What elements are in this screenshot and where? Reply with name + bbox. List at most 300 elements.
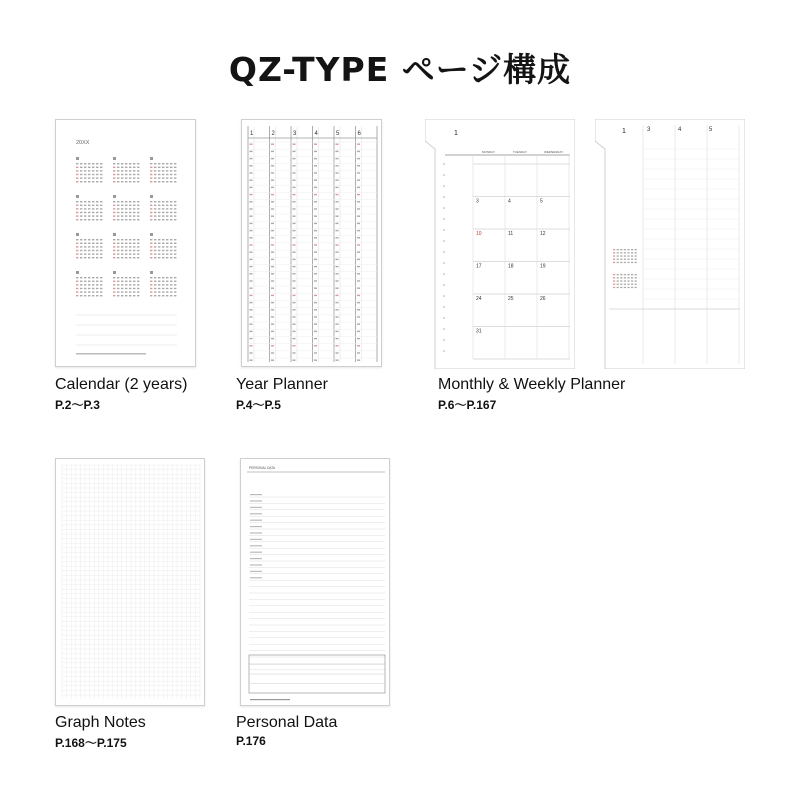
personal-field-label (250, 577, 262, 578)
calendar-day (88, 243, 90, 244)
calendar-day (113, 201, 115, 202)
year-day-mark (357, 165, 360, 166)
calendar-day (129, 250, 131, 251)
calendar-day (154, 253, 156, 254)
calendar-day (125, 177, 127, 178)
calendar-day (129, 277, 131, 278)
calendar-day (96, 215, 98, 216)
calendar-day (96, 170, 98, 171)
calendar-day (88, 163, 90, 164)
year-day-mark (357, 208, 360, 209)
year-day-mark (357, 252, 360, 253)
calendar-day (125, 277, 127, 278)
year-day-mark (250, 180, 253, 181)
calendar-day (121, 291, 123, 292)
year-day-mark (271, 237, 274, 238)
year-day-mark (271, 302, 274, 303)
calendar-day (76, 257, 78, 258)
year-day-mark (293, 172, 296, 173)
year-day-mark (250, 158, 253, 159)
calendar-day (166, 257, 168, 258)
year-day-mark (293, 208, 296, 209)
calendar-day (92, 288, 94, 289)
calendar-day (100, 281, 102, 282)
calendar-day (170, 246, 172, 247)
calendar-day (150, 253, 152, 254)
year-day-mark (336, 237, 339, 238)
year-day-mark (314, 273, 317, 274)
calendar-day (96, 281, 98, 282)
calendar-day (170, 181, 172, 182)
calendar-day (113, 291, 115, 292)
calendar-day (121, 177, 123, 178)
calendar-day (125, 284, 127, 285)
monthly-side-dot (443, 229, 445, 231)
calendar-day (92, 219, 94, 220)
calendar-day (125, 219, 127, 220)
year-day-mark (293, 360, 296, 361)
calendar-day (133, 215, 135, 216)
year-day-mark (293, 331, 296, 332)
calendar-day (76, 246, 78, 247)
calendar-day (166, 170, 168, 171)
calendar-day (170, 291, 172, 292)
calendar-day (154, 281, 156, 282)
calendar-day (88, 205, 90, 206)
weekly-day-number: 4 (678, 127, 682, 133)
weekly-mini-day (617, 249, 619, 250)
calendar-day (150, 277, 152, 278)
year-day-mark (293, 216, 296, 217)
calendar-day (133, 167, 135, 168)
calendar-day (162, 170, 164, 171)
calendar-day (129, 253, 131, 254)
year-day-mark (314, 144, 317, 145)
calendar-day (150, 174, 152, 175)
calendar-day (137, 163, 139, 164)
calendar-day (100, 215, 102, 216)
calendar-day (113, 284, 115, 285)
year-day-mark (314, 244, 317, 245)
calendar-day (154, 250, 156, 251)
year-day-mark (336, 288, 339, 289)
personal-field-label (250, 539, 262, 540)
calendar-day (129, 281, 131, 282)
year-day-mark (250, 259, 253, 260)
calendar-day (133, 295, 135, 296)
calendar-day (117, 212, 119, 213)
year-day-mark (250, 230, 253, 231)
calendar-day (137, 243, 139, 244)
calendar-day (150, 284, 152, 285)
calendar-day (121, 281, 123, 282)
calendar-day (137, 277, 139, 278)
calendar-day (162, 177, 164, 178)
calendar-day (170, 201, 172, 202)
calendar-day (158, 181, 160, 182)
calendar-day (137, 174, 139, 175)
calendar-day (150, 257, 152, 258)
calendar-day (170, 174, 172, 175)
year-day-mark (293, 345, 296, 346)
calendar-day (80, 215, 82, 216)
year-day-mark (271, 223, 274, 224)
calendar-day (158, 295, 160, 296)
calendar-day (80, 181, 82, 182)
calendar-day (84, 246, 86, 247)
monthly-side-dot (443, 306, 445, 308)
calendar-day (84, 163, 86, 164)
year-day-mark (293, 273, 296, 274)
calendar-day (121, 246, 123, 247)
calendar-day (154, 291, 156, 292)
calendar-day (137, 281, 139, 282)
calendar-day (137, 208, 139, 209)
calendar-day (76, 291, 78, 292)
calendar-day (96, 288, 98, 289)
calendar-day (174, 291, 176, 292)
calendar-day (113, 205, 115, 206)
year-day-mark (336, 151, 339, 152)
calendar-day (162, 288, 164, 289)
year-day-mark (293, 280, 296, 281)
calendar-month-mark (113, 157, 116, 160)
calendar-day (166, 208, 168, 209)
calendar-day (174, 253, 176, 254)
year-day-mark (293, 158, 296, 159)
calendar-day (170, 177, 172, 178)
calendar-day (84, 215, 86, 216)
calendar-day (170, 243, 172, 244)
calendar-day (113, 239, 115, 240)
weekly-mini-day (617, 277, 619, 278)
calendar-day (174, 208, 176, 209)
calendar-day (92, 205, 94, 206)
monthly-date: 12 (540, 231, 546, 237)
calendar-day (133, 219, 135, 220)
calendar-day (84, 219, 86, 220)
calendar-day (125, 201, 127, 202)
year-day-mark (293, 144, 296, 145)
year-day-mark (293, 266, 296, 267)
calendar-day (100, 288, 102, 289)
monthly-side-dot (443, 273, 445, 275)
graph-notes-thumbnail (55, 458, 205, 706)
calendar-day (117, 181, 119, 182)
weekly-mini-day (627, 287, 629, 288)
calendar-label (55, 376, 188, 413)
calendar-day (92, 291, 94, 292)
year-day-mark (271, 165, 274, 166)
year-month-number: 2 (271, 131, 275, 137)
calendar-day (154, 208, 156, 209)
year-day-mark (357, 201, 360, 202)
weekly-mini-day (635, 287, 637, 288)
calendar-month-mark (150, 271, 153, 274)
calendar-day (100, 201, 102, 202)
weekly-mini-day (624, 274, 626, 275)
calendar-day (96, 250, 98, 251)
calendar-day (121, 201, 123, 202)
weekly-mini-day (635, 252, 637, 253)
calendar-day (113, 281, 115, 282)
calendar-day (170, 295, 172, 296)
personal-footer-mark (250, 699, 290, 700)
calendar-day (113, 219, 115, 220)
calendar-day (88, 177, 90, 178)
calendar-day (158, 250, 160, 251)
year-day-mark (314, 302, 317, 303)
year-day-mark (314, 345, 317, 346)
weekly-mini-day (635, 280, 637, 281)
calendar-day (166, 277, 168, 278)
calendar-day (80, 208, 82, 209)
calendar-day (96, 181, 98, 182)
year-day-mark (357, 223, 360, 224)
calendar-day (170, 253, 172, 254)
year-day-mark (314, 360, 317, 361)
year-day-mark (250, 237, 253, 238)
year-day-mark (357, 309, 360, 310)
year-day-mark (314, 172, 317, 173)
weekly-mini-day (620, 284, 622, 285)
calendar-day (162, 239, 164, 240)
year-day-mark (271, 158, 274, 159)
calendar-day (96, 253, 98, 254)
personal-field-label (250, 532, 262, 533)
year-day-mark (293, 180, 296, 181)
year-day-mark (271, 208, 274, 209)
calendar-day (125, 167, 127, 168)
year-day-mark (271, 201, 274, 202)
year-day-mark (314, 331, 317, 332)
calendar-day (117, 239, 119, 240)
calendar-day (150, 219, 152, 220)
year-day-mark (357, 151, 360, 152)
calendar-day (162, 208, 164, 209)
calendar-day (76, 163, 78, 164)
weekly-mini-day (613, 252, 615, 253)
calendar-day (117, 215, 119, 216)
calendar-day (166, 181, 168, 182)
calendar-day (158, 243, 160, 244)
year-day-mark (250, 345, 253, 346)
calendar-day (125, 281, 127, 282)
calendar-day (117, 288, 119, 289)
year-day-mark (314, 201, 317, 202)
year-day-mark (250, 273, 253, 274)
calendar-day (162, 250, 164, 251)
calendar-day (113, 257, 115, 258)
year-day-mark (250, 309, 253, 310)
calendar-day (92, 215, 94, 216)
calendar-day (88, 208, 90, 209)
calendar-day (137, 284, 139, 285)
year-day-mark (250, 223, 253, 224)
personal-field-label (250, 500, 262, 501)
weekly-mini-day (613, 277, 615, 278)
calendar-day (174, 174, 176, 175)
year-day-mark (271, 252, 274, 253)
calendar-day (174, 239, 176, 240)
monthly-weekly-name: Monthly & Weekly Planner (438, 376, 626, 393)
calendar-day (129, 257, 131, 258)
calendar-day (170, 208, 172, 209)
calendar-day (154, 212, 156, 213)
calendar-day (80, 291, 82, 292)
year-day-mark (250, 352, 253, 353)
calendar-day (174, 163, 176, 164)
calendar-day (154, 177, 156, 178)
weekly-mini-day (627, 277, 629, 278)
year-day-mark (357, 266, 360, 267)
weekly-mini-day (631, 280, 633, 281)
weekly-mini-day (631, 277, 633, 278)
weekly-mini-day (627, 284, 629, 285)
weekly-mini-day (613, 255, 615, 256)
calendar-day (137, 201, 139, 202)
year-day-mark (271, 273, 274, 274)
calendar-day (174, 295, 176, 296)
calendar-month-mark (76, 233, 79, 236)
calendar-day (166, 243, 168, 244)
calendar-day (117, 291, 119, 292)
calendar-day (129, 284, 131, 285)
calendar-day (133, 284, 135, 285)
personal-field-label (250, 558, 262, 559)
calendar-month-mark (113, 195, 116, 198)
monthly-side-dot (443, 218, 445, 220)
monthly-side-dot (443, 328, 445, 330)
calendar-day (162, 201, 164, 202)
weekly-page-outline (595, 119, 745, 369)
calendar-day (117, 174, 119, 175)
year-day-mark (357, 259, 360, 260)
calendar-day (117, 167, 119, 168)
weekly-mini-day (635, 274, 637, 275)
year-day-mark (357, 230, 360, 231)
year-day-mark (357, 172, 360, 173)
year-day-mark (357, 194, 360, 195)
year-day-mark (250, 194, 253, 195)
year-day-mark (357, 324, 360, 325)
monthly-weekday: TUESDAY (513, 150, 527, 154)
weekly-mini-day (635, 284, 637, 285)
calendar-day (88, 295, 90, 296)
year-month-number: 6 (357, 131, 361, 137)
calendar-day (117, 284, 119, 285)
weekly-mini-day (620, 287, 622, 288)
calendar-day (92, 257, 94, 258)
monthly-date: 19 (540, 263, 546, 270)
monthly-side-dot (443, 251, 445, 253)
calendar-day (125, 250, 127, 251)
year-day-mark (336, 360, 339, 361)
year-day-mark (250, 201, 253, 202)
calendar-day (113, 253, 115, 254)
monthly-date: 17 (476, 263, 482, 270)
calendar-day (125, 215, 127, 216)
calendar-day (166, 201, 168, 202)
calendar-day (80, 174, 82, 175)
calendar-day (113, 295, 115, 296)
calendar-day (162, 291, 164, 292)
calendar-day (100, 219, 102, 220)
year-planner-name: Year Planner (236, 376, 328, 393)
calendar-day (170, 205, 172, 206)
year-day-mark (357, 158, 360, 159)
year-day-mark (336, 345, 339, 346)
calendar-day (117, 257, 119, 258)
weekly-mini-day (627, 274, 629, 275)
calendar-day (170, 250, 172, 251)
calendar-day (125, 288, 127, 289)
calendar-day (125, 243, 127, 244)
year-day-mark (293, 201, 296, 202)
weekly-mini-day (624, 277, 626, 278)
calendar-day (84, 239, 86, 240)
calendar-day (174, 167, 176, 168)
calendar-day (129, 212, 131, 213)
weekly-mini-day (617, 287, 619, 288)
calendar-day (76, 174, 78, 175)
weekly-mini-day (617, 255, 619, 256)
monthly-thumbnail (425, 119, 575, 369)
calendar-day (100, 170, 102, 171)
calendar-day (158, 201, 160, 202)
personal-field-label (250, 552, 262, 553)
calendar-day (137, 295, 139, 296)
calendar-day (174, 201, 176, 202)
personal-field-label (250, 507, 262, 508)
year-day-mark (250, 244, 253, 245)
calendar-day (166, 177, 168, 178)
calendar-day (100, 277, 102, 278)
calendar-day (121, 163, 123, 164)
calendar-day (80, 243, 82, 244)
calendar-day (96, 239, 98, 240)
year-day-mark (357, 316, 360, 317)
monthly-side-dot (443, 295, 445, 297)
weekly-mini-day (620, 280, 622, 281)
calendar-day (137, 250, 139, 251)
calendar-day (100, 181, 102, 182)
year-day-mark (314, 151, 317, 152)
calendar-day (174, 257, 176, 258)
monthly-page-outline (425, 119, 575, 369)
year-planner-label (236, 376, 328, 413)
calendar-day (80, 212, 82, 213)
year-day-mark (271, 194, 274, 195)
weekly-mini-day (613, 280, 615, 281)
calendar-day (150, 288, 152, 289)
calendar-day (76, 215, 78, 216)
weekly-mini-day (613, 249, 615, 250)
calendar-day (76, 201, 78, 202)
calendar-day (166, 253, 168, 254)
calendar-day (121, 253, 123, 254)
calendar-day (170, 277, 172, 278)
weekly-mini-day (627, 252, 629, 253)
monthly-side-dot (443, 196, 445, 198)
calendar-day (174, 177, 176, 178)
calendar-day (113, 208, 115, 209)
calendar-day (150, 167, 152, 168)
calendar-month-mark (76, 157, 79, 160)
calendar-day (133, 277, 135, 278)
monthly-date: 31 (476, 328, 482, 335)
calendar-day (174, 281, 176, 282)
